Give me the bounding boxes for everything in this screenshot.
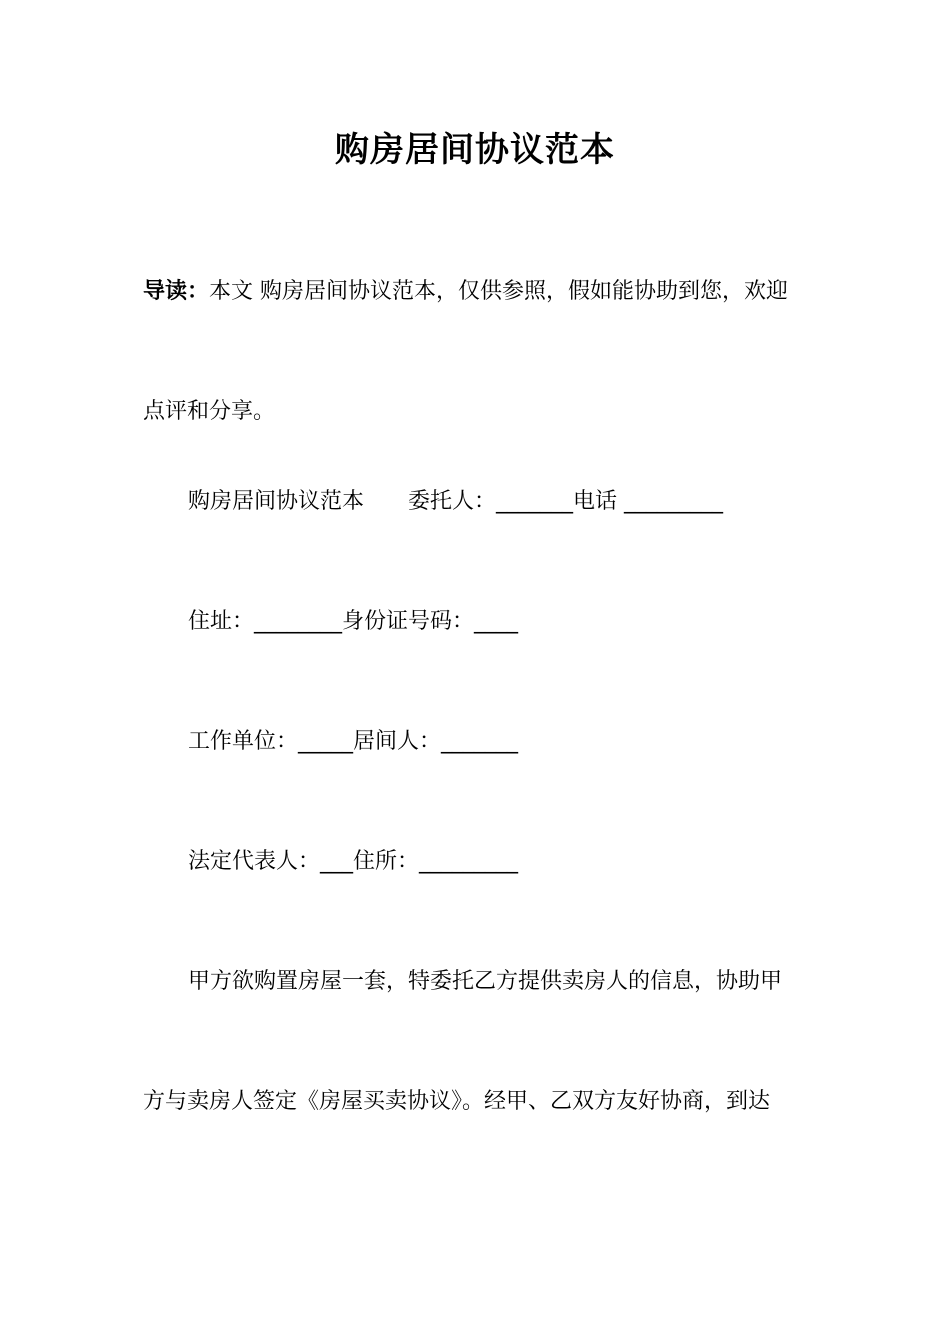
intro-text-1: 本文 购房居间协议范本，仅供参照，假如能协助到您，欢迎 xyxy=(209,279,789,304)
intro-line-2: 点评和分享。 xyxy=(143,399,276,424)
body-line-2: 方与卖房人签定《房屋买卖协议》。经甲、乙双方友好协商，到达 xyxy=(143,1089,771,1114)
intro-label: 导读： xyxy=(143,279,210,304)
field-line-2: 住址：________身份证号码：____ xyxy=(188,609,519,634)
field-line-1 xyxy=(188,486,723,518)
client-phone-field: 委托人：_______电话 _________ xyxy=(408,489,724,514)
intro-line-1 xyxy=(143,276,788,308)
field-line-4: 法定代表人：___住所：_________ xyxy=(188,849,519,874)
body-line-1: 甲方欲购置房屋一套，特委托乙方提供卖房人的信息，协助甲 xyxy=(188,969,783,994)
field-title: 购房居间协议范本 xyxy=(188,489,365,514)
field-line-3: 工作单位：_____居间人：_______ xyxy=(188,729,519,754)
document-title: 购房居间协议范本 xyxy=(335,130,615,170)
